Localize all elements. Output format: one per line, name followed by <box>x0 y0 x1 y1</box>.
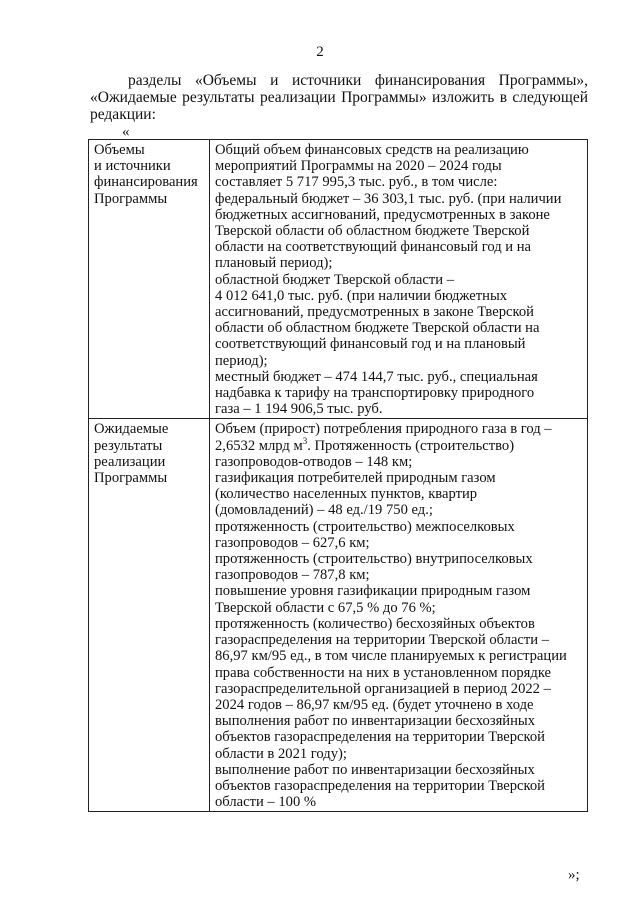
value-line: области в 2021 году); <box>215 745 347 762</box>
results-label-cell <box>89 419 210 812</box>
intro-line-2: «Ожидаемые результаты реализации Программы» изложить в следующей <box>90 89 588 106</box>
value-line: газопроводов – 627,6 км; <box>215 534 370 551</box>
value-line: соответствующий финансовый год и на плановый <box>215 336 526 353</box>
results-value-cell <box>210 419 588 812</box>
value-line: Тверской области об областном бюджете Тверской <box>215 223 530 240</box>
value-line: Объем (прирост) потребления природного газа в год – <box>215 421 552 438</box>
value-line: составляет 5 717 995,3 тыс. руб., в том числе: <box>215 174 498 191</box>
value-line: выполнения работ по инвентаризации бесхозяйных <box>215 713 536 730</box>
value-line: повышение уровня газификации природным газом <box>215 583 531 600</box>
value-line: протяженность (строительство) внутрипоселковых <box>215 551 533 568</box>
value-line: газопроводов – 787,8 км; <box>215 567 370 584</box>
value-line: газораспределительной организацией в период 2022 – <box>215 680 551 697</box>
length-text: . Протяженность (строительство) <box>307 437 515 454</box>
value-line: права собственности на них в установленном порядке <box>215 664 552 681</box>
financing-label-cell <box>89 140 210 419</box>
value-line: надбавка к тарифу на транспортировку природного <box>215 385 535 402</box>
value-line: выполнение работ по инвентаризации бесхозяйных <box>215 761 535 778</box>
value-line: (домовладений) – 48 ед./19 750 ед.; <box>215 502 433 519</box>
value-line: газопроводов-отводов – 148 км; <box>215 453 413 470</box>
label-line: результаты <box>94 437 163 454</box>
label-line: Ожидаемые <box>94 421 169 438</box>
label-line: финансирования <box>94 174 198 191</box>
label-line: Программы <box>94 190 168 207</box>
table-row-financing <box>89 140 588 419</box>
value-line: мероприятий Программы на 2020 – 2024 годы <box>215 158 502 175</box>
value-line: бюджетных ассигнований, предусмотренных в законе <box>215 206 550 223</box>
financing-value-cell <box>210 140 588 419</box>
value-line: 2024 годов – 86,97 км/95 ед. (будет уточнено в ходе <box>215 696 534 713</box>
value-line: (количество населенных пунктов, квартир <box>215 486 478 503</box>
value-line: Тверской области с 67,5 % до 76 %; <box>215 599 436 616</box>
table-row-expected-results <box>89 419 588 812</box>
value-line: Общий объем финансовых средств на реализацию <box>215 142 529 158</box>
label-line: и источники <box>94 158 171 175</box>
value-line: протяженность (количество) бесхозяйных объектов <box>215 615 535 632</box>
value-line: газораспределения на территории Тверской области – <box>215 632 550 649</box>
label-line: Программы <box>94 470 168 487</box>
intro-paragraph <box>90 72 588 123</box>
intro-line-3: редакции: <box>90 106 156 123</box>
page-number: 2 <box>316 44 324 60</box>
value-line: газификация потребителей природным газом <box>215 470 496 487</box>
value-line: объектов газораспределения на территории Тверской <box>215 729 545 746</box>
value-line: газа – 1 194 906,5 тыс. руб. <box>215 401 383 418</box>
intro-line-1: разделы «Объемы и источники финансирования Программы», <box>128 72 588 89</box>
value-line: 86,97 км/95 ед., в том числе планируемых к регистрации <box>215 648 567 665</box>
value-line: федеральный бюджет – 36 303,1 тыс. руб. (при наличии <box>215 190 562 207</box>
value-line: области на соответствующий финансовый год и на <box>215 239 532 256</box>
label-line: реализации <box>94 453 166 470</box>
value-line: ассигнований, предусмотренных в законе Тверской <box>215 304 534 321</box>
value-line: объектов газораспределения на территории Тверской <box>215 777 545 794</box>
value-line: период); <box>215 352 268 369</box>
gas-volume-text: 2,6532 млрд м <box>215 437 303 454</box>
cubic-superscript: 3 <box>302 435 308 446</box>
opening-quote: « <box>122 124 130 140</box>
value-line: местный бюджет – 474 144,7 тыс. руб., специальная <box>215 368 538 385</box>
value-line: протяженность (строительство) межпоселковых <box>215 518 515 535</box>
value-line-with-superscript <box>215 435 584 454</box>
program-sections-table <box>88 139 588 812</box>
value-line: области об областном бюджете Тверской области на <box>215 320 540 337</box>
label-line: Объемы <box>94 142 145 158</box>
value-line: областной бюджет Тверской области – <box>215 271 455 288</box>
value-line: области – 100 % <box>215 794 317 811</box>
value-line: 4 012 641,0 тыс. руб. (при наличии бюджетных <box>215 287 508 304</box>
value-line: плановый период); <box>215 255 333 272</box>
closing-quote: »; <box>568 867 580 883</box>
